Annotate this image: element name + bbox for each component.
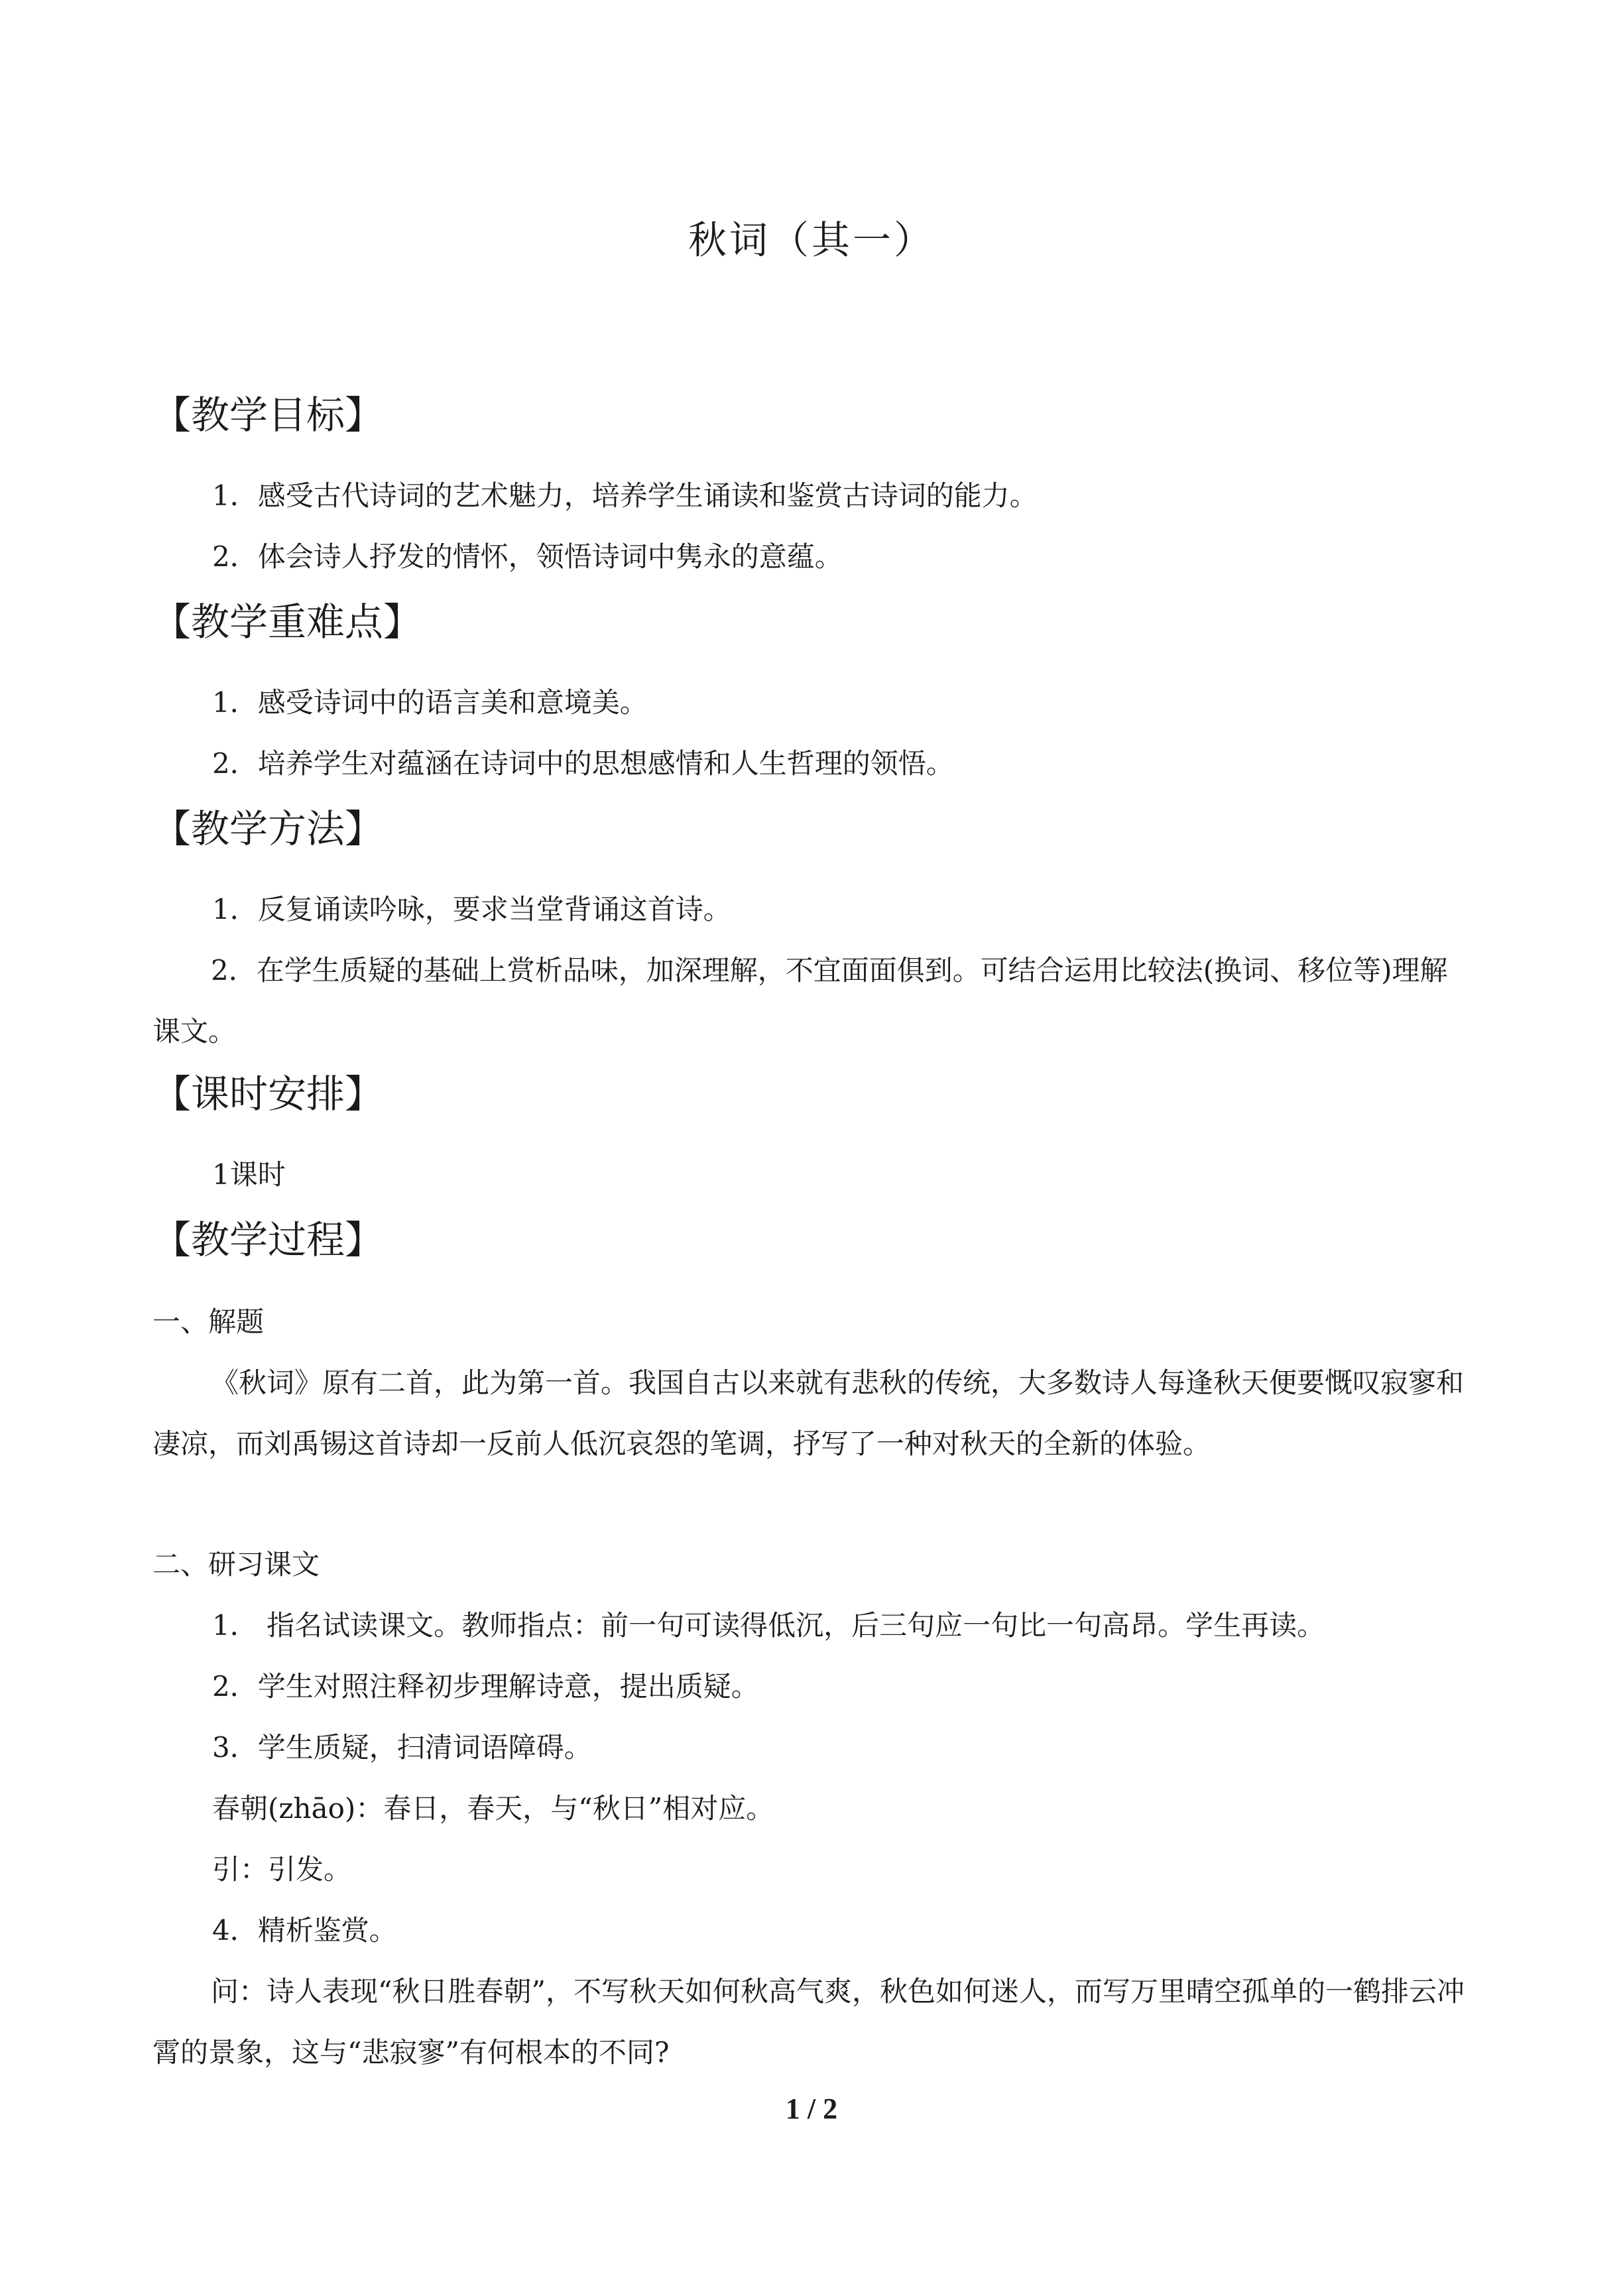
process-part-title: 二、研习课文 <box>152 1548 320 1581</box>
process-question: 问：诗人表现“秋日胜春朝”，不写秋天如何秋高气爽，秋色如何迷人，而写万里晴空孤单的一鹤排云冲霄的景象，这与“悲寂寥”有何根本的不同? <box>152 1975 1465 2069</box>
section-heading-key-points: 【教学重难点】 <box>152 599 422 644</box>
section-heading-schedule: 【课时安排】 <box>152 1071 384 1117</box>
process-paragraph: 《秋词》原有二首，此为第一首。我国自古以来就有悲秋的传统，大多数诗人每逢秋天便要慨叹寂寥和凄凉，而刘禹锡这首诗却一反前人低沉哀怨的笔调，抒写了一种对秋天的全新的体验。 <box>152 1366 1465 1460</box>
page-number: 1 / 2 <box>785 2092 838 2125</box>
process-step: 3．学生质疑，扫清词语障碍。 <box>212 1731 592 1764</box>
key-point-item: 2．培养学生对蕴涵在诗词中的思想感情和人生哲理的领悟。 <box>212 747 954 780</box>
process-step: 引：引发。 <box>212 1853 352 1886</box>
section-heading-objectives: 【教学目标】 <box>152 393 384 438</box>
key-point-item: 1．感受诗词中的语言美和意境美。 <box>212 686 648 719</box>
process-step: 1． 指名试读课文。教师指点：前一句可读得低沉，后三句应一句比一句高昂。学生再读。 <box>212 1609 1325 1642</box>
method-item-long: 2．在学生质疑的基础上赏析品味，加深理解，不宜面面俱到。可结合运用比较法(换词、移位等)理解课文。 <box>152 954 1448 1048</box>
document-title: 秋词（其一） <box>688 217 935 263</box>
section-heading-process: 【教学过程】 <box>152 1217 384 1262</box>
method-item: 1．反复诵读吟咏，要求当堂背诵这首诗。 <box>212 893 731 926</box>
schedule-text: 1课时 <box>212 1158 286 1191</box>
process-part-title: 一、解题 <box>152 1305 265 1338</box>
objective-item: 1．感受古代诗词的艺术魅力，培养学生诵读和鉴赏古诗词的能力。 <box>212 479 1038 512</box>
process-step: 4．精析鉴赏。 <box>212 1914 397 1947</box>
section-heading-methods: 【教学方法】 <box>152 806 384 851</box>
process-step: 春朝(zhāo)：春日，春天，与“秋日”相对应。 <box>212 1792 774 1825</box>
process-step: 2．学生对照注释初步理解诗意，提出质疑。 <box>212 1670 759 1703</box>
objective-item: 2．体会诗人抒发的情怀，领悟诗词中隽永的意蕴。 <box>212 540 843 573</box>
